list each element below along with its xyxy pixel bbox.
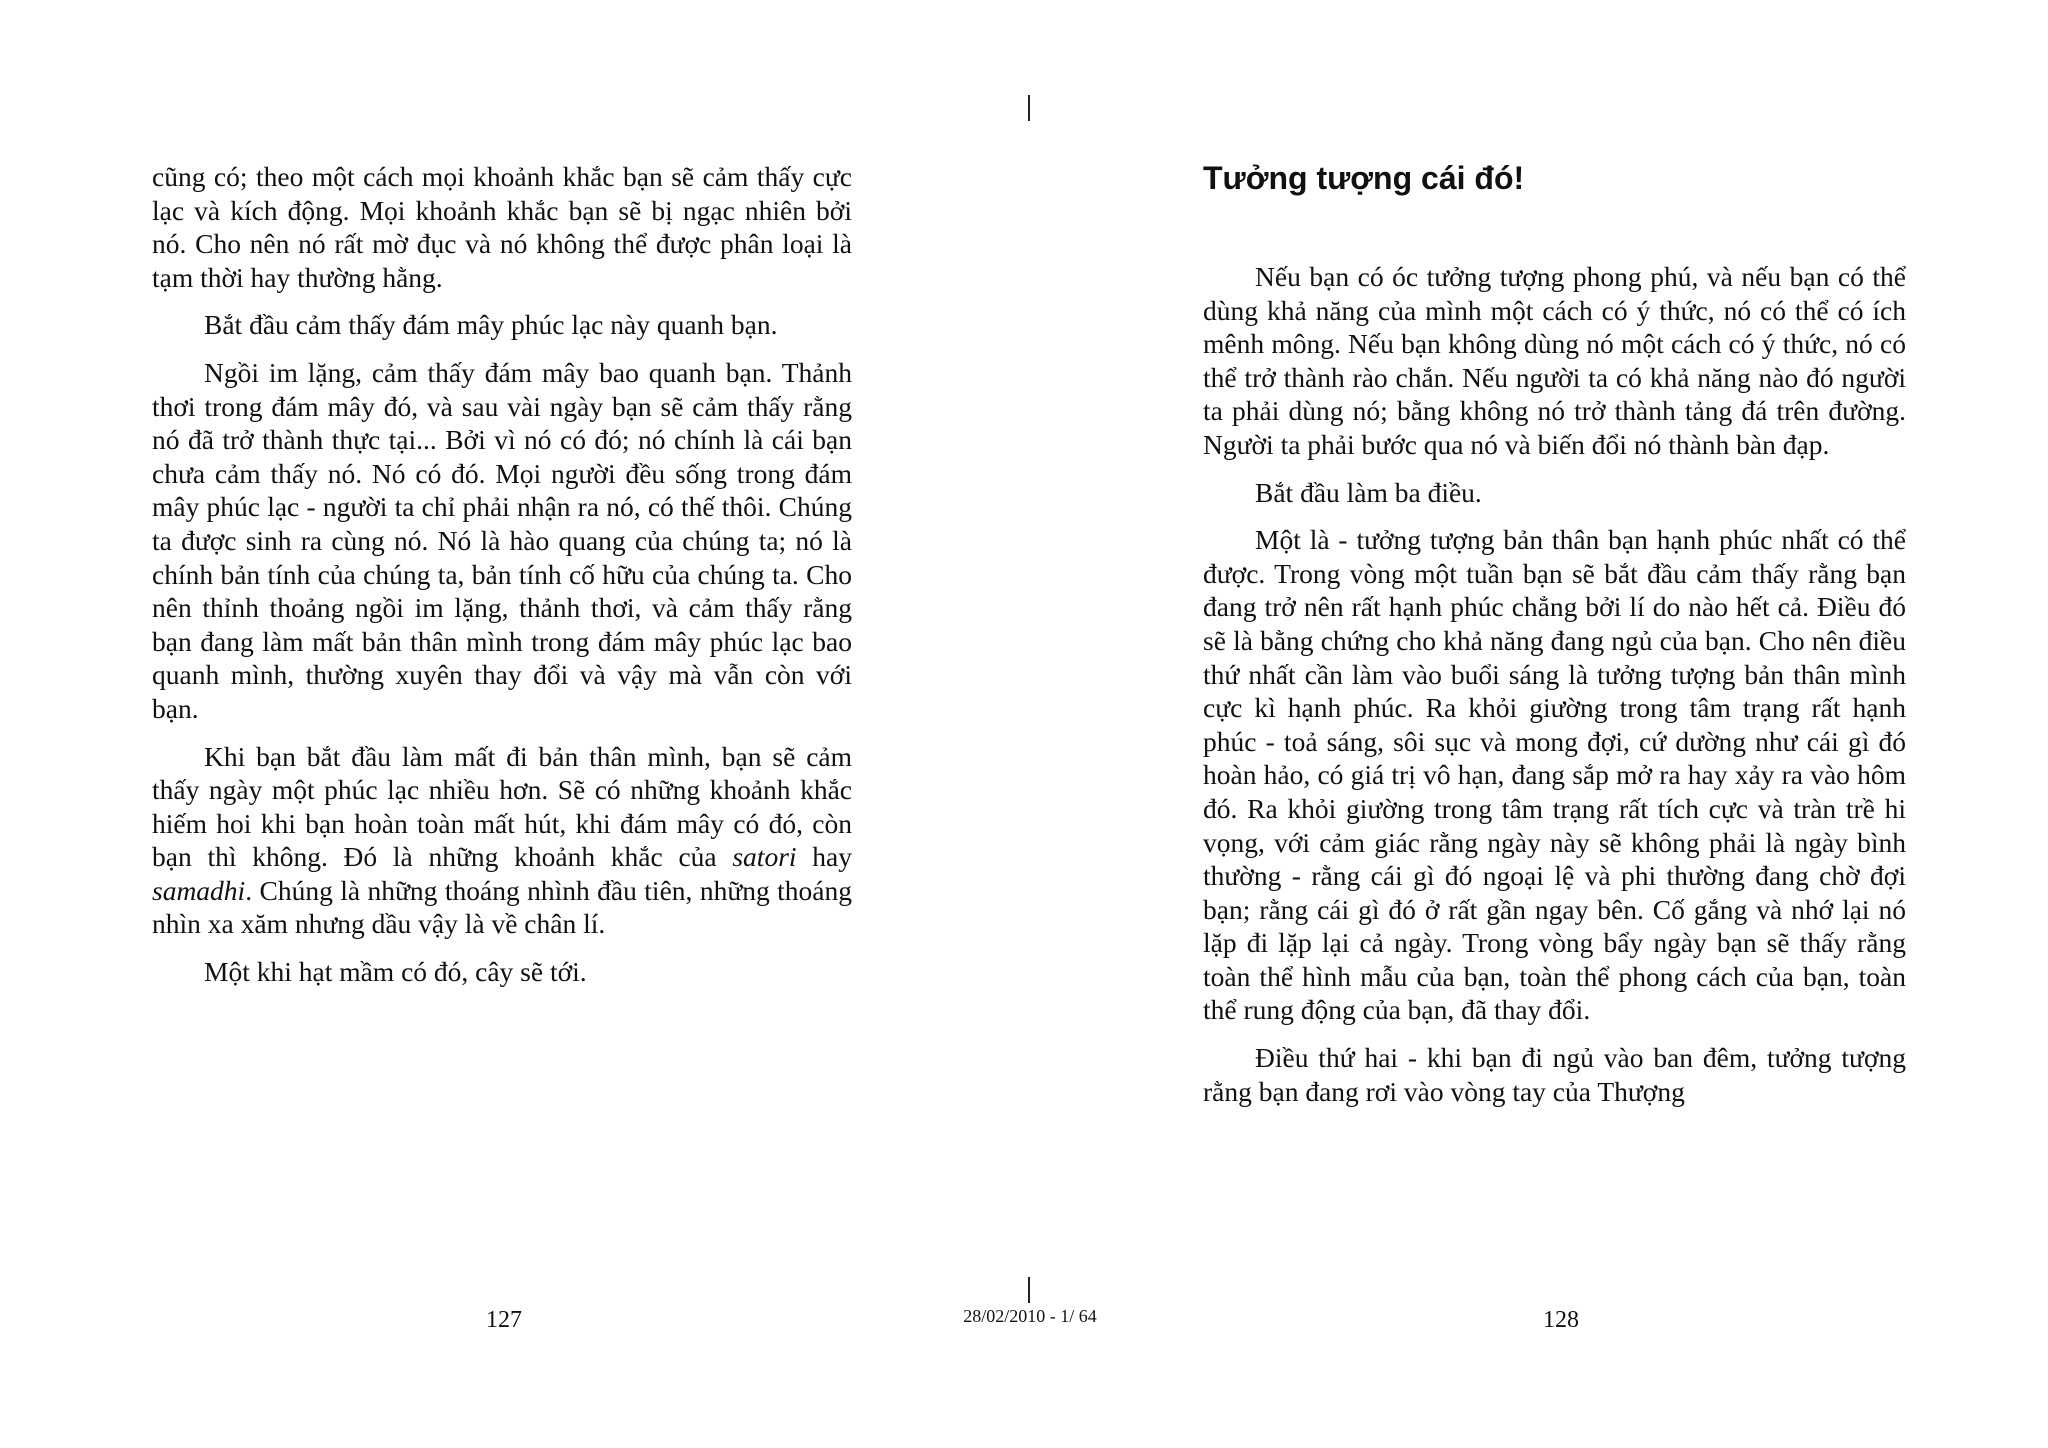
left-page-body xyxy=(152,160,852,1003)
binding-mark-bottom xyxy=(1028,1277,1030,1303)
page-number: 128 xyxy=(1543,1307,1579,1333)
paragraph: cũng có; theo một cách mọi khoảnh khắc bạn sẽ cảm thấy cực lạc và kích động. Mọi khoảnh khắc bạn sẽ bị ngạc nhiên bởi nó. Cho nên nó rất mờ đục và nó không thể được phân loại là tạm thời hay thường hằng. xyxy=(152,161,852,293)
paragraph-text: Khi bạn bắt đầu làm mất đi bản thân mình, bạn sẽ cảm thấy ngày một phúc lạc nhiều hơn. Sẽ có những khoảnh khắc hiếm hoi khi bạn hoàn toàn mất hút, khi đám mây có đó, còn bạn thì không. Đó là những khoảnh khắc của xyxy=(152,740,852,873)
print-date-stamp: 28/02/2010 - 1/ 64 xyxy=(963,1306,1097,1326)
paragraph xyxy=(152,740,852,942)
paragraph: Một khi hạt mầm có đó, cây sẽ tới. xyxy=(204,956,587,988)
paragraph-text: hay xyxy=(796,841,852,873)
paragraph: Bắt đầu cảm thấy đám mây phúc lạc này quanh bạn. xyxy=(204,309,778,341)
term-satori: satori xyxy=(732,841,797,873)
paragraph: Điều thứ hai - khi bạn đi ngủ vào ban đêm, tưởng tượng rằng bạn đang rơi vào vòng tay của Thượng xyxy=(1203,1042,1906,1107)
paragraph: Nếu bạn có óc tưởng tượng phong phú, và nếu bạn có thể dùng khả năng của mình một cách có ý thức, nó có thể có ích mênh mông. Nếu bạn không dùng nó một cách có ý thức, nó có thể trở thành rào chắn. Nếu người ta có khả năng nào đó người ta phải dùng nó; bằng không nó trở thành tảng đá trên đường. Người ta phải bước qua nó và biến đổi nó thành bàn đạp. xyxy=(1203,261,1906,460)
page-number: 127 xyxy=(486,1307,522,1333)
paragraph: Bắt đầu làm ba điều. xyxy=(1255,476,1482,508)
binding-mark-top xyxy=(1028,95,1030,121)
term-samadhi: samadhi xyxy=(152,874,246,906)
right-page-body xyxy=(1203,260,1906,1122)
paragraph-text: . Chúng là những thoáng nhình đầu tiên, những thoáng nhìn xa xăm nhưng dầu vậy là về chân lí. xyxy=(152,874,852,940)
paragraph: Một là - tưởng tượng bản thân bạn hạnh phúc nhất có thể được. Trong vòng một tuần bạn sẽ bắt đầu cảm thấy rằng bạn đang trở nên rất hạnh phúc chẳng bởi lí do nào hết cả. Điều đó sẽ là bằng chứng cho khả năng đang ngủ của bạn. Cho nên điều thứ nhất cần làm vào buổi sáng là tưởng tượng bản thân mình cực kì hạnh phúc. Ra khỏi giường trong tâm trạng rất hạnh phúc - toả sáng, sôi sục và mong đợi, cứ dường như cái gì đó hoàn hảo, có giá trị vô hạn, đang sắp mở ra hay xảy ra vào hôm đó. Ra khỏi giường trong tâm trạng rất tích cực và tràn trề hi vọng, với cảm giác rằng ngày này sẽ không phải là ngày bình thường - rằng cái gì đó ngoại lệ và phi thường đang chờ đợi bạn; rằng cái gì đó ở rất gần ngay bên. Cố gắng và nhớ lại nó lặp đi lặp lại cả ngày. Trong vòng bẩy ngày bạn sẽ thấy rằng toàn thể hình mẫu của bạn, toàn thể phong cách của bạn, toàn thể rung động của bạn, đã thay đổi. xyxy=(1203,524,1906,1026)
paragraph: Ngồi im lặng, cảm thấy đám mây bao quanh bạn. Thảnh thơi trong đám mây đó, và sau vài ngày bạn sẽ cảm thấy rằng nó đã trở thành thực tại... Bởi vì nó có đó; nó chính là cái bạn chưa cảm thấy nó. Nó có đó. Mọi người đều sống trong đám mây phúc lạc - người ta chỉ phải nhận ra nó, có thế thôi. Chúng ta được sinh ra cùng nó. Nó là hào quang của chúng ta; nó là chính bản tính của chúng ta, bản tính cố hữu của chúng ta. Cho nên thỉnh thoảng ngồi im lặng, thảnh thơi, và cảm thấy rằng bạn đang làm mất bản thân mình trong đám mây phúc lạc bao quanh mình, thường xuyên thay đổi và vậy mà vẫn còn với bạn. xyxy=(152,356,852,724)
chapter-title: Tưởng tượng cái đó! xyxy=(1203,160,1525,196)
